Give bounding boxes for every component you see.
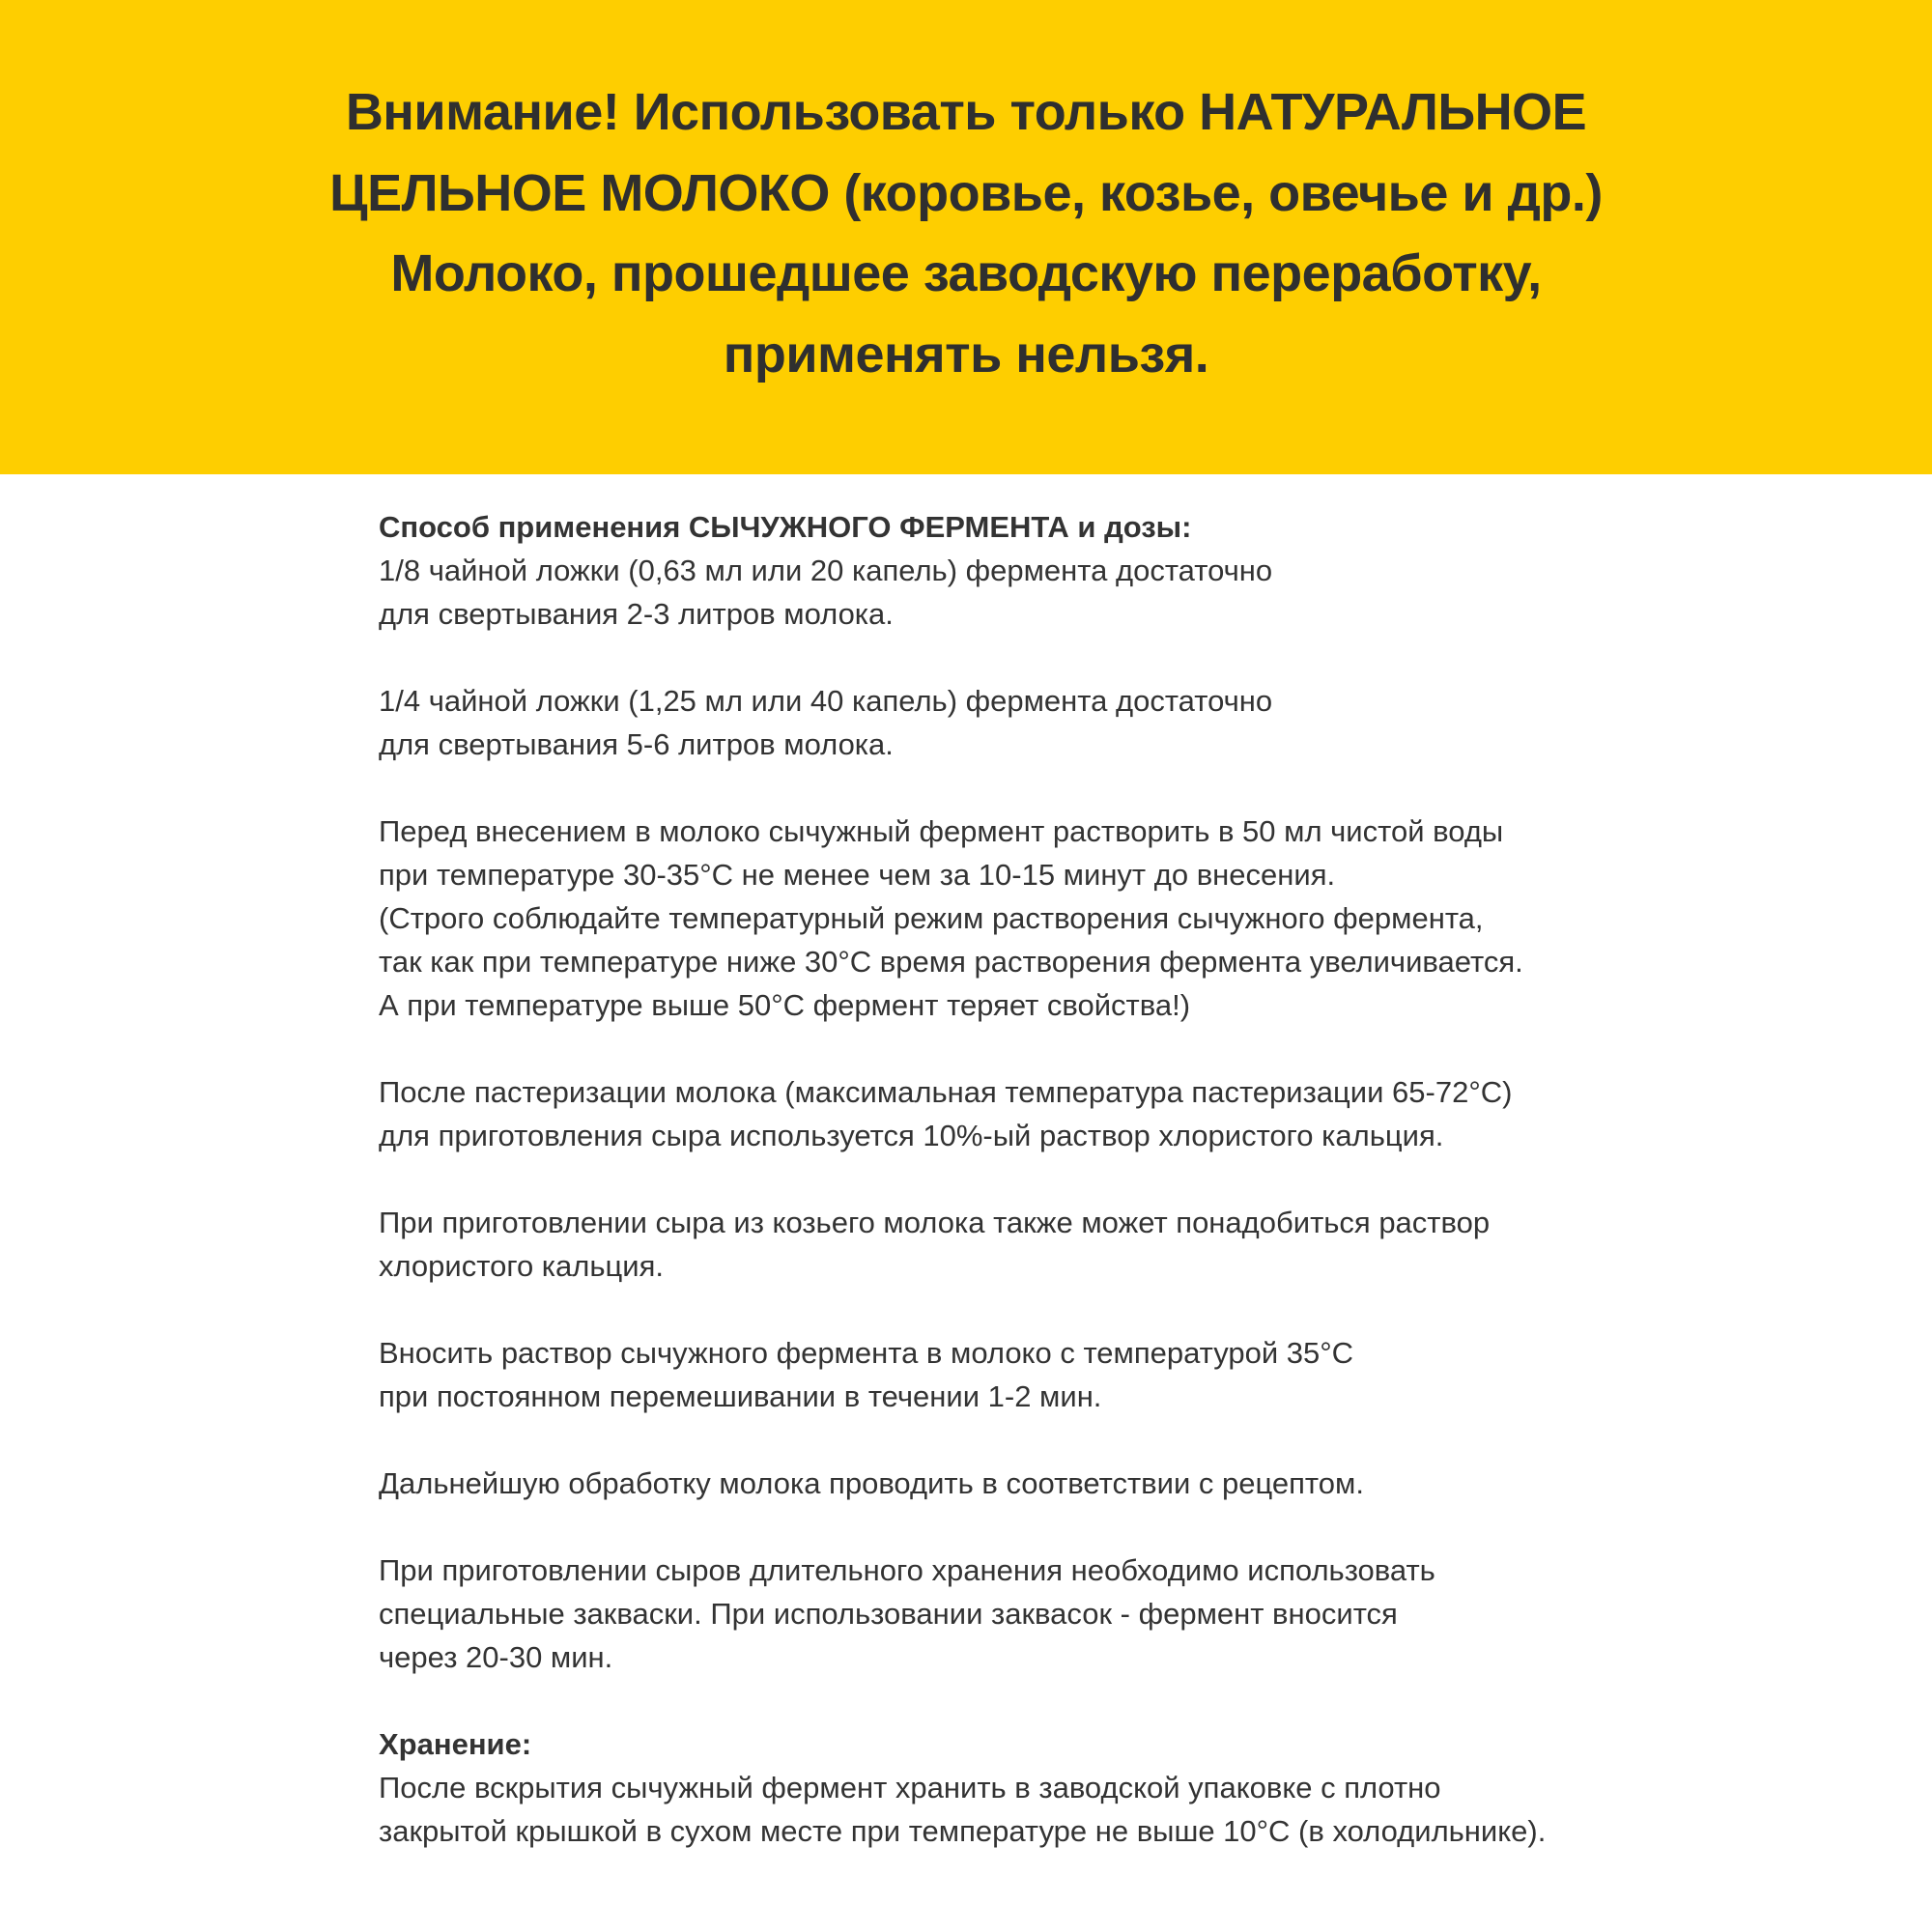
pasteurization-line: для приготовления сыра используется 10%-ый раствор хлористого кальция. [379,1119,1444,1152]
dissolving-line: при температуре 30-35°С не менее чем за 10-15 минут до внесения. [379,858,1336,892]
further-processing-line: Дальнейшую обработку молока проводить в соответствии с рецептом. [379,1466,1364,1500]
storage-heading: Хранение: [379,1727,532,1761]
long-storage-cheese-line: специальные закваски. При использовании заквасок - фермент вносится [379,1597,1398,1631]
pasteurization-line: После пастеризации молока (максимальная температура пастеризации 65-72°С) [379,1075,1513,1109]
adding-line: Вносить раствор сычужного фермента в молоко с температурой 35°С [379,1336,1354,1370]
warning-line: ЦЕЛЬНОЕ МОЛОКО (коровье, козье, овечье и др.) [329,164,1603,222]
goat-milk-line: При приготовлении сыра из козьего молока также может понадобиться раствор [379,1206,1491,1239]
adding-line: при постоянном перемешивании в течении 1-2 мин. [379,1379,1102,1413]
warning-banner [0,0,1932,474]
warning-line: применять нельзя. [723,326,1209,384]
dose-2-line: 1/4 чайной ложки (1,25 мл или 40 капель) фермента достаточно [379,684,1273,718]
dissolving-line: так как при температуре ниже 30°С время растворения фермента увеличивается. [379,945,1523,979]
dissolving-line: Перед внесением в молоко сычужный фермент растворить в 50 мл чистой воды [379,814,1504,848]
storage-line: После вскрытия сычужный фермент хранить в заводской упаковке с плотно [379,1771,1441,1804]
goat-milk-line: хлористого кальция. [379,1249,664,1283]
dissolving-line: (Строго соблюдайте температурный режим растворения сычужного фермента, [379,901,1484,935]
long-storage-cheese-line: через 20-30 мин. [379,1640,613,1674]
dose-1-line: для свертывания 2-3 литров молока. [379,597,894,631]
warning-line: Молоко, прошедшее заводскую переработку, [390,244,1542,302]
dissolving-line: А при температуре выше 50°С фермент теряет свойства!) [379,988,1191,1022]
dose-2-line: для свертывания 5-6 литров молока. [379,727,894,761]
usage-heading: Способ применения СЫЧУЖНОГО ФЕРМЕНТА и дозы: [379,510,1192,544]
storage-line: закрытой крышкой в сухом месте при температуре не выше 10°С (в холодильнике). [379,1814,1547,1848]
dose-1-line: 1/8 чайной ложки (0,63 мл или 20 капель) фермента достаточно [379,554,1273,587]
long-storage-cheese-line: При приготовлении сыров длительного хранения необходимо использовать [379,1553,1435,1587]
warning-line: Внимание! Использовать только НАТУРАЛЬНОЕ [345,83,1587,141]
